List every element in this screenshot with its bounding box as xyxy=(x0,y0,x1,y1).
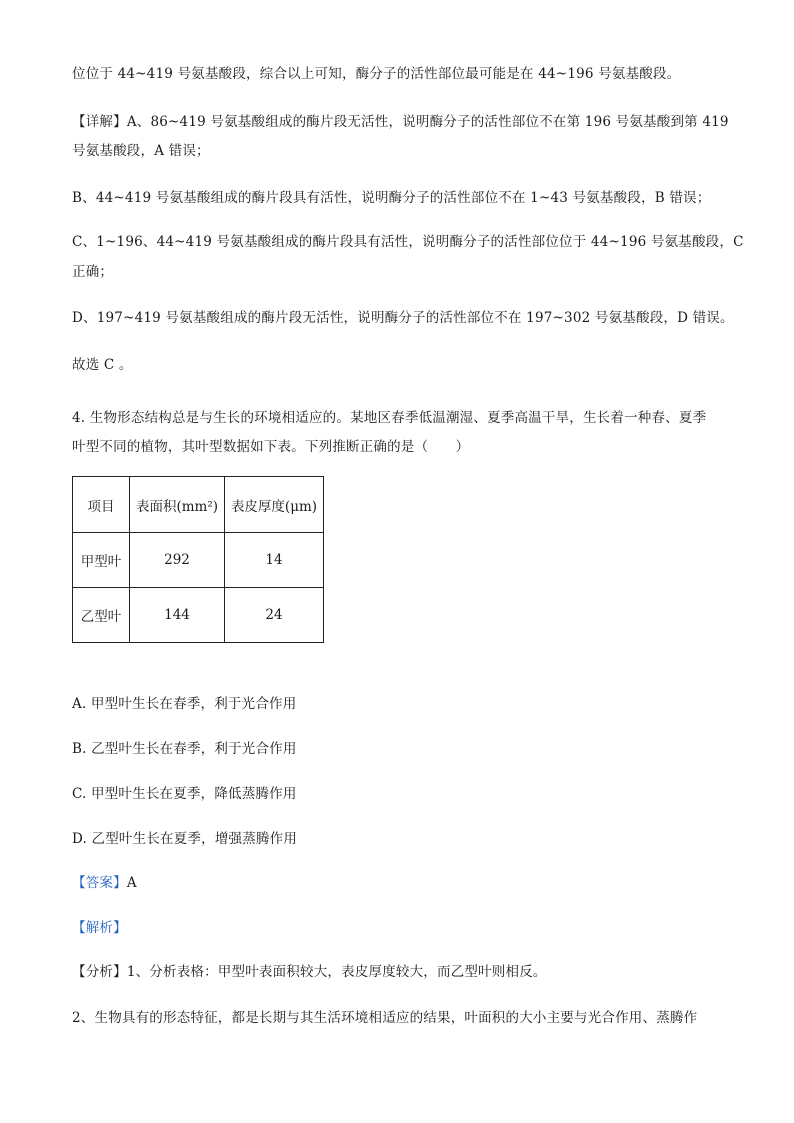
table-header-row xyxy=(73,477,324,533)
table-header-cell: 表皮厚度(μm) xyxy=(225,477,324,533)
answer-value: A xyxy=(126,875,137,891)
table-cell: 292 xyxy=(130,533,225,588)
paragraph-detail-a xyxy=(72,112,729,132)
table-row xyxy=(73,533,324,588)
paragraph-detail-c-cont: 正确； xyxy=(72,264,114,280)
table-cell: 24 xyxy=(225,588,324,643)
table-cell: 甲型叶 xyxy=(73,533,130,588)
table-cell: 14 xyxy=(225,533,324,588)
detail-a-text: A、86~419 号氨基酸组成的酶片段无活性，说明酶分子的活性部位不在第 196 号氨基酸到第 419 xyxy=(126,114,729,130)
table-cell: 144 xyxy=(130,588,225,643)
paragraph-detail-c: C、1~196、44~419 号氨基酸组成的酶片段具有活性，说明酶分子的活性部位位于 44~196 号氨基酸段，C xyxy=(72,234,744,250)
question-stem-line1: 4. 生物形态结构总是与生长的环境相适应的。某地区春季低温潮湿、夏季高温干旱，生长着一种春、夏季 xyxy=(72,410,707,426)
analysis-line1-text: 1、分析表格：甲型叶表面积较大，表皮厚度较大，而乙型叶则相反。 xyxy=(126,964,547,980)
paragraph-choice: 故选 C 。 xyxy=(72,357,133,373)
table-header-cell: 表面积(mm²) xyxy=(130,477,225,533)
analysis-line1 xyxy=(72,962,724,982)
option-a: A. 甲型叶生长在春季，利于光合作用 xyxy=(72,696,297,712)
table-header-cell: 项目 xyxy=(73,477,130,533)
option-c: C. 甲型叶生长在夏季，降低蒸腾作用 xyxy=(72,786,297,802)
leaf-data-table xyxy=(72,476,324,643)
detail-tag: 【详解】 xyxy=(72,114,127,130)
option-d: D. 乙型叶生长在夏季，增强蒸腾作用 xyxy=(72,831,298,847)
table-row xyxy=(73,588,324,643)
paragraph-conclusion: 位位于 44~419 号氨基酸段，综合以上可知，酶分子的活性部位最可能是在 44~196 号氨基酸段。 xyxy=(72,66,681,82)
fenxi-tag: 【分析】 xyxy=(72,964,127,980)
analysis-line2: 2、生物具有的形态特征，都是长期与其生活环境相适应的结果，叶面积的大小主要与光合作用、蒸腾作 xyxy=(72,1010,698,1026)
paragraph-detail-b: B、44~419 号氨基酸组成的酶片段具有活性，说明酶分子的活性部位不在 1~43 号氨基酸段，B 错误； xyxy=(72,190,711,206)
paragraph-detail-d: D、197~419 号氨基酸组成的酶片段无活性，说明酶分子的活性部位不在 197~302 号氨基酸段，D 错误。 xyxy=(72,310,734,326)
question-stem-line2: 叶型不同的植物，其叶型数据如下表。下列推断正确的是（ ） xyxy=(72,439,470,455)
answer-line xyxy=(72,873,724,893)
analysis-tag: 【解析】 xyxy=(72,920,127,936)
paragraph-detail-a-cont: 号氨基酸段，A 错误； xyxy=(72,143,210,159)
answer-tag: 【答案】 xyxy=(72,875,127,891)
table-cell: 乙型叶 xyxy=(73,588,130,643)
option-b: B. 乙型叶生长在春季，利于光合作用 xyxy=(72,741,297,757)
